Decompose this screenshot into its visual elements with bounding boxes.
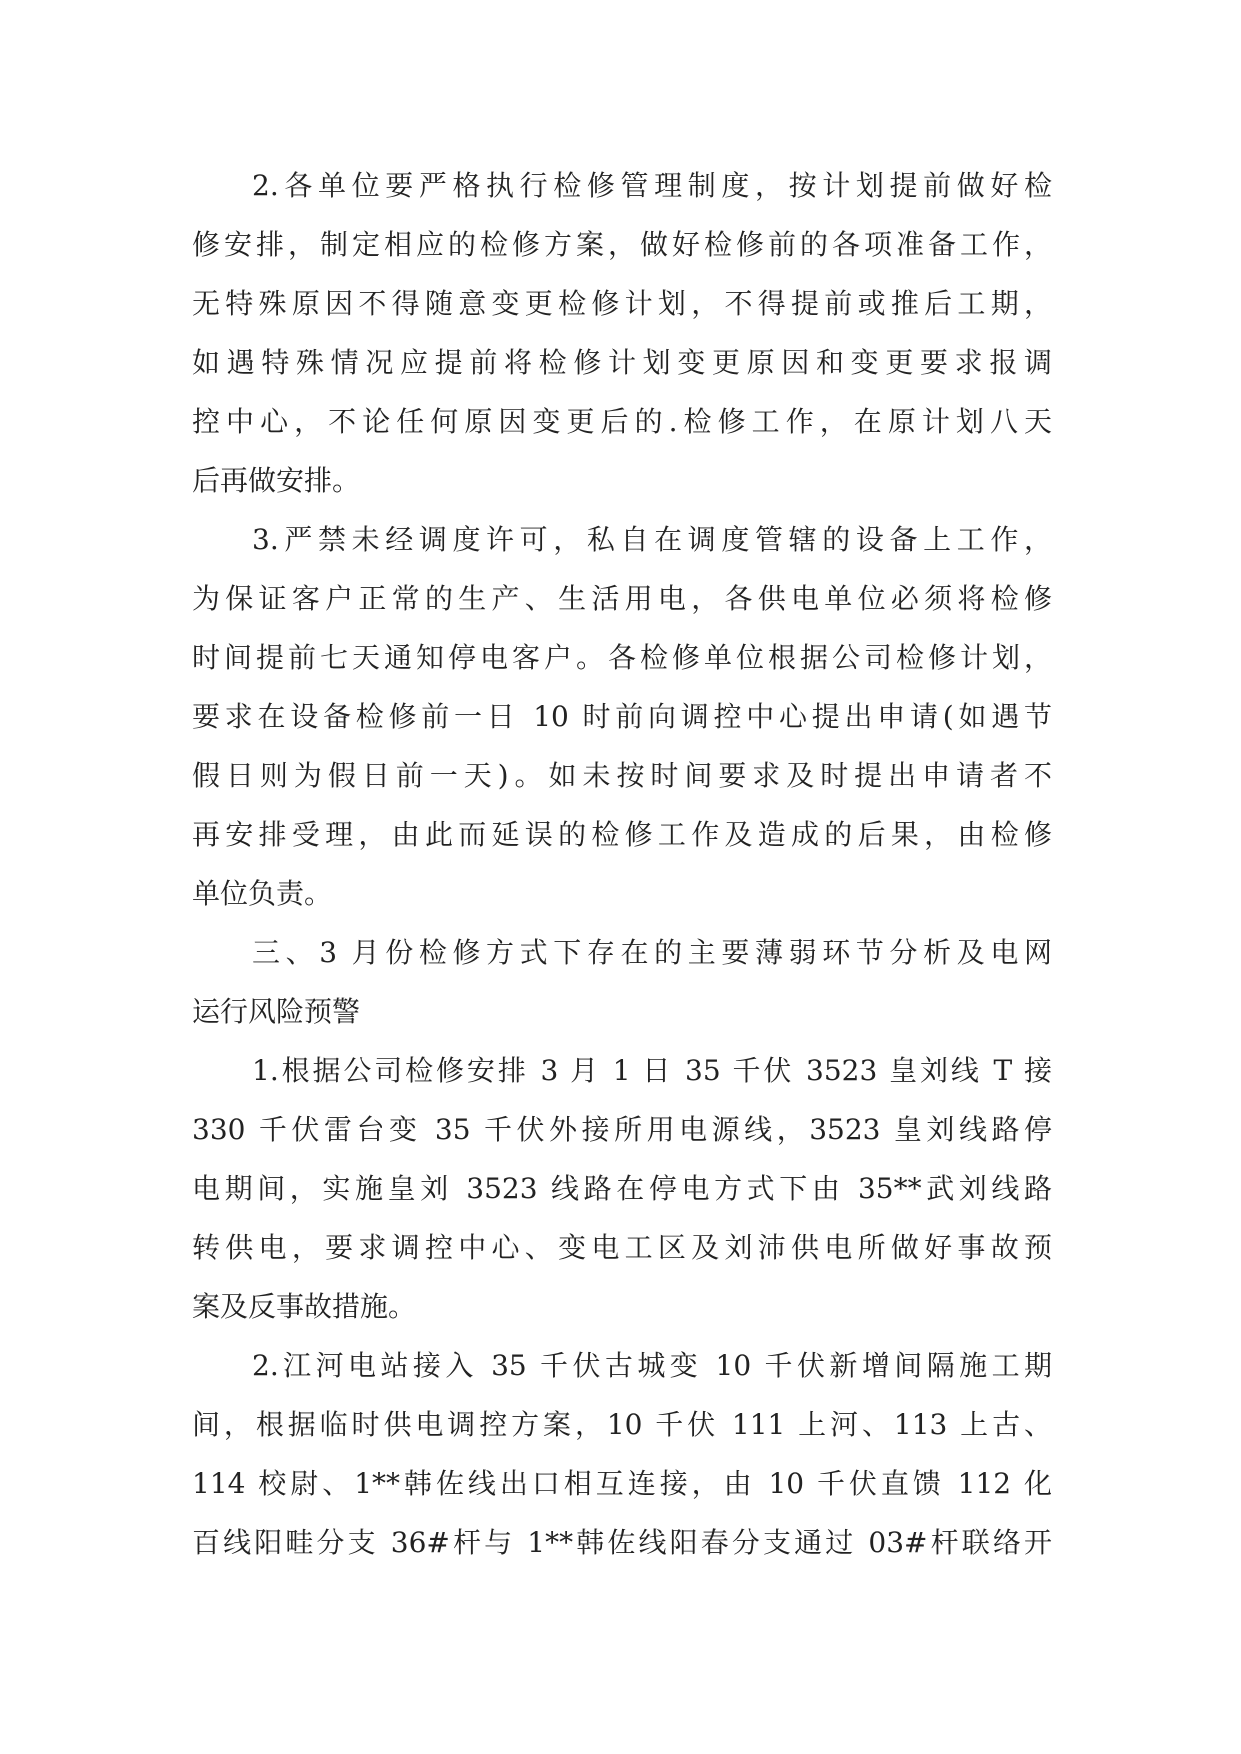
text-line: 1.根据公司检修安排 3 月 1 日 35 千伏 3523 皇刘线 T 接 <box>252 1054 1052 1087</box>
text-line: 后再做安排。 <box>192 464 361 497</box>
text-line: 假日则为假日前一天)。如未按时间要求及时提出申请者不 <box>192 759 1052 792</box>
text-line: 3.严禁未经调度许可，私自在调度管辖的设备上工作， <box>252 523 1052 556</box>
text-line: 2.江河电站接入 35 千伏古城变 10 千伏新增间隔施工期 <box>252 1349 1052 1382</box>
text-line: 114 校尉、1**韩佐线出口相互连接，由 10 千伏直馈 112 化 <box>192 1467 1052 1500</box>
text-line: 案及反事故措施。 <box>192 1290 417 1323</box>
section-3-heading <box>192 923 1052 1041</box>
text-line: 转供电，要求调控中心、变电工区及刘沛供电所做好事故预 <box>192 1231 1052 1264</box>
paragraph-3-dispatch-permission <box>192 510 1052 923</box>
document-body <box>192 156 1052 1572</box>
text-line: 2.各单位要严格执行检修管理制度，按计划提前做好检 <box>252 169 1052 202</box>
paragraph-2-jianghe-station <box>192 1336 1052 1572</box>
paragraph-2-maintenance-management <box>192 156 1052 510</box>
text-line: 间，根据临时供电调控方案，10 千伏 111 上河、113 上古、 <box>192 1408 1052 1441</box>
paragraph-1-huangliu-line <box>192 1041 1052 1336</box>
text-line: 控中心，不论任何原因变更后的.检修工作，在原计划八天 <box>192 405 1052 438</box>
text-line: 电期间，实施皇刘 3523 线路在停电方式下由 35**武刘线路 <box>192 1172 1052 1205</box>
text-line: 再安排受理，由此而延误的检修工作及造成的后果，由检修 <box>192 818 1052 851</box>
text-line: 时间提前七天通知停电客户。各检修单位根据公司检修计划， <box>192 641 1052 674</box>
text-line: 要求在设备检修前一日 10 时前向调控中心提出申请(如遇节 <box>192 700 1052 733</box>
text-line: 如遇特殊情况应提前将检修计划变更原因和变更要求报调 <box>192 346 1052 379</box>
text-line: 百线阳畦分支 36#杆与 1**韩佐线阳春分支通过 03#杆联络开 <box>192 1526 1052 1559</box>
heading-line: 三、3 月份检修方式下存在的主要薄弱环节分析及电网 <box>252 936 1052 969</box>
text-line: 无特殊原因不得随意变更检修计划，不得提前或推后工期， <box>192 287 1052 320</box>
text-line: 修安排，制定相应的检修方案，做好检修前的各项准备工作， <box>192 228 1052 261</box>
text-line: 单位负责。 <box>192 877 333 910</box>
text-line: 为保证客户正常的生产、生活用电，各供电单位必须将检修 <box>192 582 1052 615</box>
heading-line: 运行风险预警 <box>192 995 361 1028</box>
text-line: 330 千伏雷台变 35 千伏外接所用电源线，3523 皇刘线路停 <box>192 1113 1052 1146</box>
